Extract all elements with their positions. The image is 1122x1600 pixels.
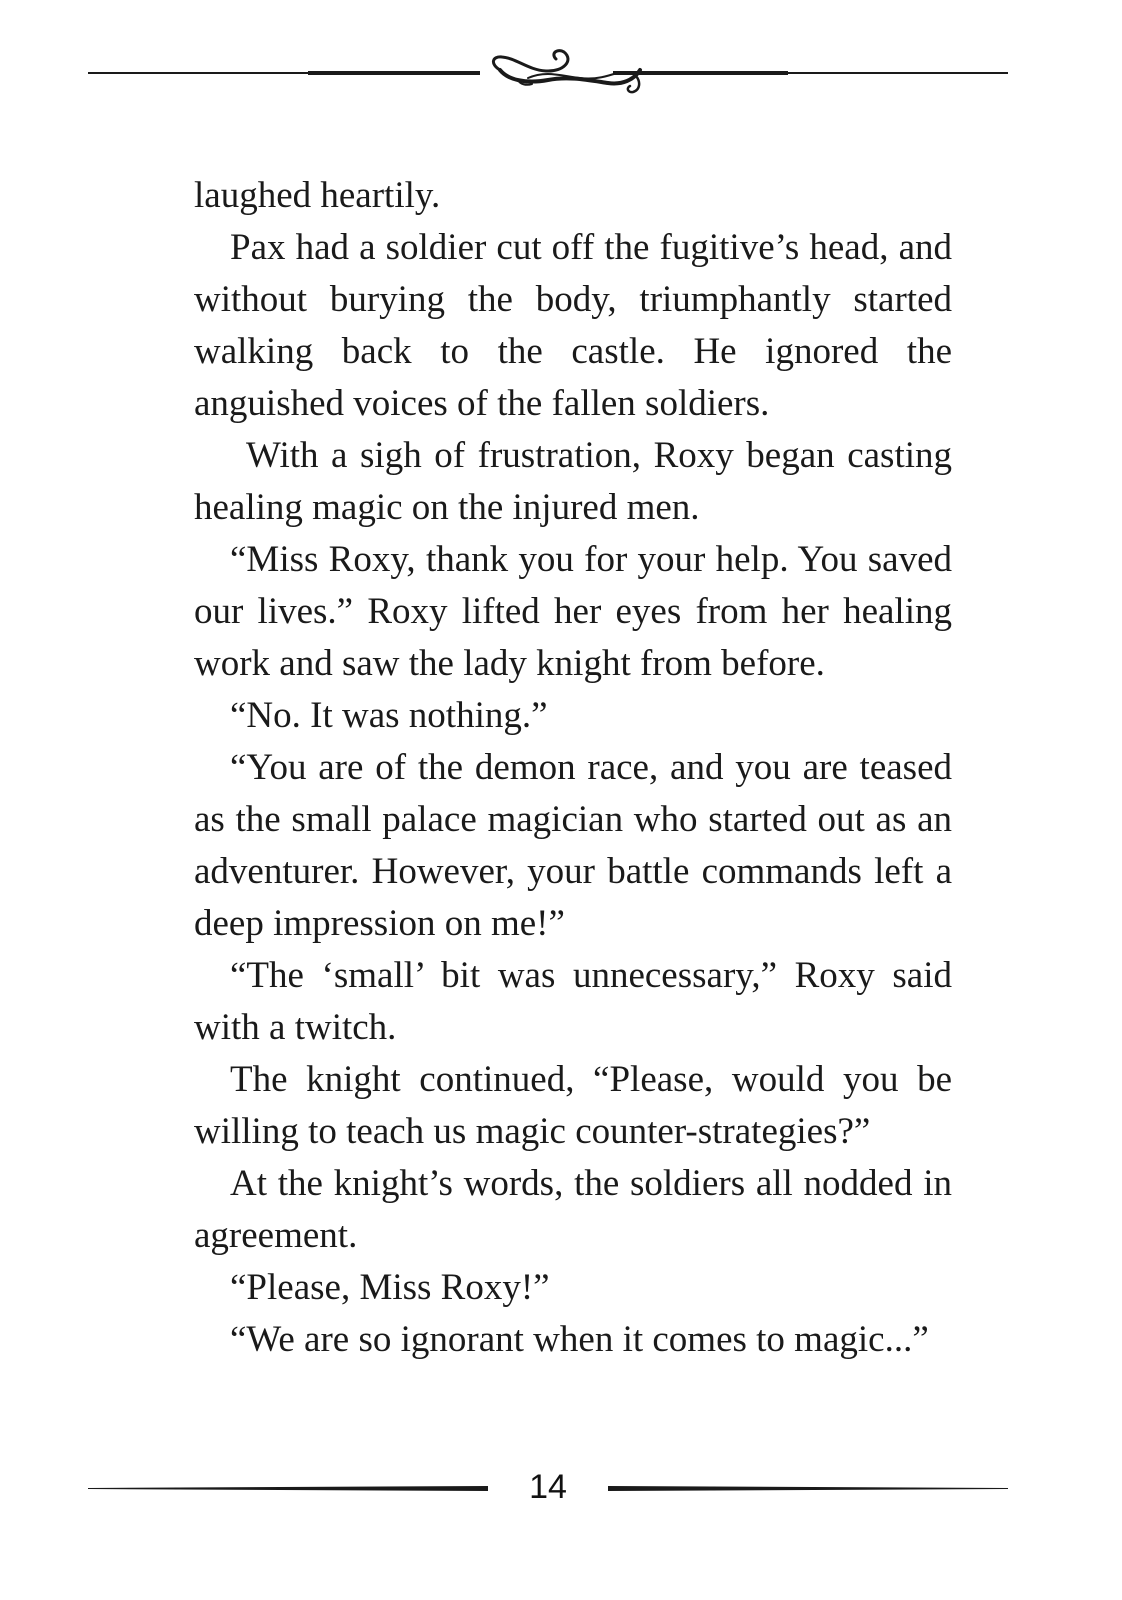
paragraph: “Please, Miss Roxy!” xyxy=(230,1267,550,1308)
page-footer xyxy=(88,1460,1008,1520)
page-number: 14 xyxy=(529,1468,567,1506)
paragraph: Pax had a soldier cut off the fugitive’s head, and without burying the body, triumphantly started walking back to the castle. He ignored the anguished voices of the fallen soldiers. xyxy=(194,227,952,424)
paragraph: The knight continued, “Please, would you be willing to teach us magic counter-strategies?” xyxy=(194,1059,952,1152)
paragraph: At the knight’s words, the soldiers all nodded in agreement. xyxy=(194,1163,952,1256)
page-body-text xyxy=(194,170,952,1366)
paragraph: “Miss Roxy, thank you for your help. You saved our lives.” Roxy lifted her eyes from her healing work and saw the lady knight from before. xyxy=(194,539,952,684)
paragraph: “The ‘small’ bit was unnecessary,” Roxy said with a twitch. xyxy=(194,955,952,1048)
flourish-ornament-icon xyxy=(88,40,1008,110)
paragraph: “We are so ignorant when it comes to magic...” xyxy=(230,1319,929,1360)
paragraph: laughed heartily. xyxy=(194,175,441,216)
footer-rule-right xyxy=(608,1486,1008,1491)
header-ornament xyxy=(88,40,1008,110)
paragraph: “You are of the demon race, and you are teased as the small palace magician who started out as an adventurer. However, your battle commands left a deep impression on me!” xyxy=(194,747,952,944)
paragraph: “No. It was nothing.” xyxy=(230,695,548,736)
paragraph: With a sigh of frustration, Roxy began casting healing magic on the injured men. xyxy=(194,435,952,528)
